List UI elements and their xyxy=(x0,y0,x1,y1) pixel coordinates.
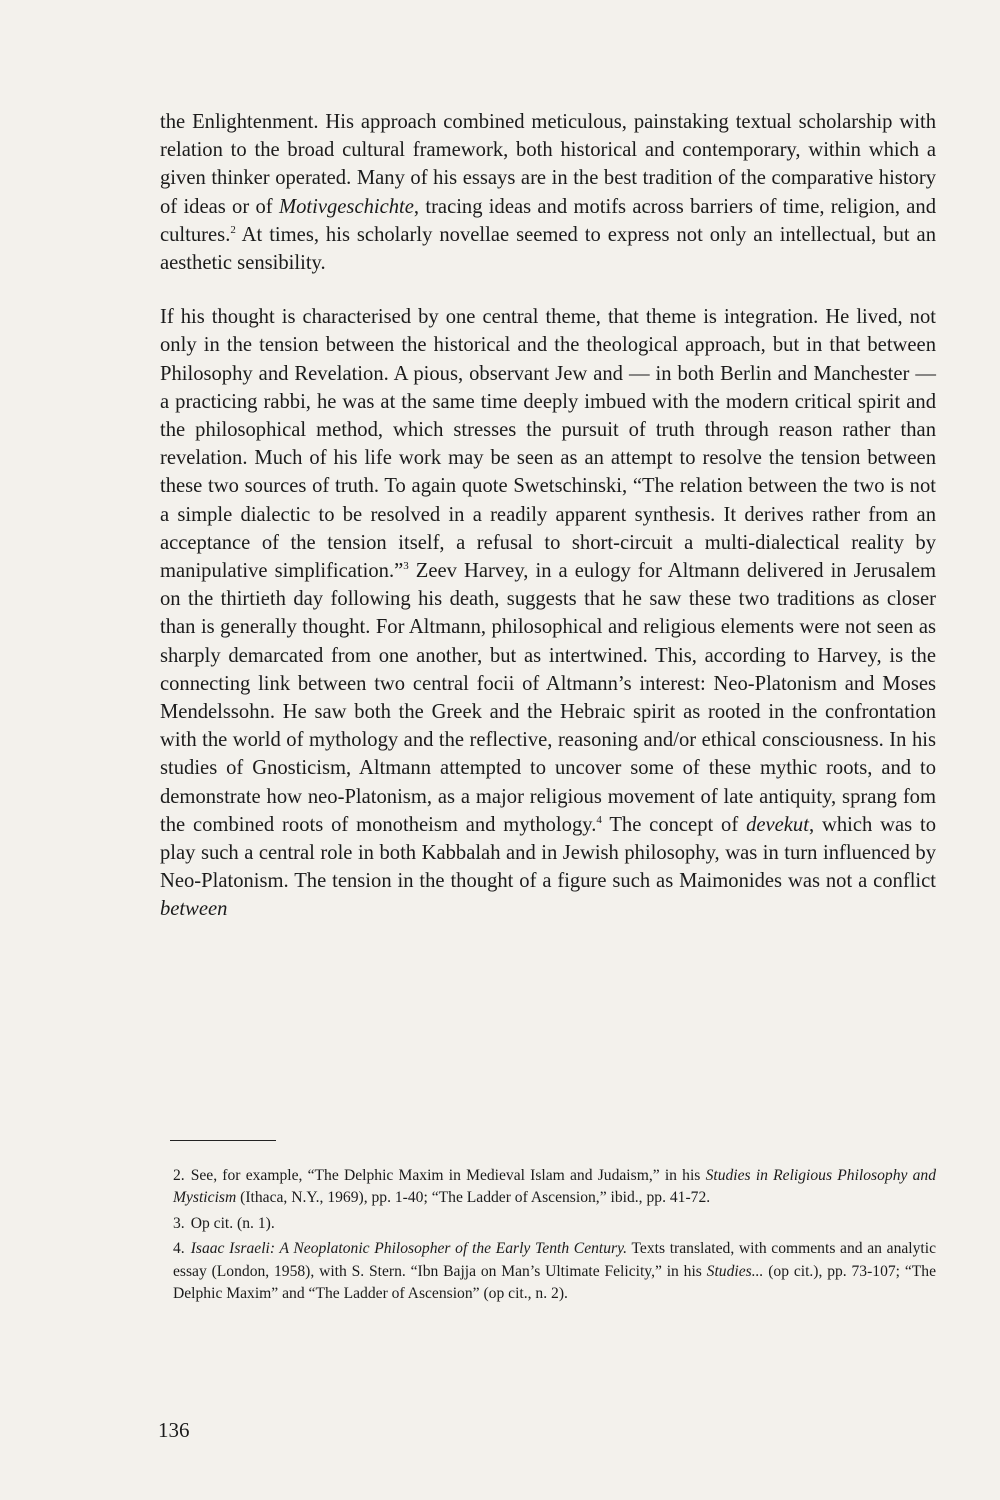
paragraph: If his thought is characterised by one central theme, that theme is integration. He lived, not only in the tension between the historical and the theological approach, but in that between Philosophy and Revelation. A pious, observant Jew and — in both Berlin and Manchester — a practicing rabbi, he was at the same time deeply imbued with the modern critical spirit and the philosophical method, which stresses the pursuit of truth through reason rather than revelation. Much of his life work may be seen as an attempt to resolve the tension between these two sources of truth. To again quote Swetschinski, “The relation between the two is not a simple dialectic to be resolved in a readily apparent synthesis. It derives rather from an acceptance of the tension itself, a refusal to short-circuit a multi-dialectical reality by manipulative simplification.”$^3$ Zeev Harvey, in a eulogy for Altmann delivered in Jerusalem on the thirtieth day following his death, suggests that he saw these two traditions as closer than is generally thought. For Altmann, philosophical and religious elements were not seen as sharply demarcated from one another, but as intertwined. This, according to Harvey, is the connecting link between two central focii of Altmann’s interest: Neo-Platonism and Moses Mendelssohn. He saw both the Greek and the Hebraic spirit as rooted in the confrontation with the world of mythology and the reflective, reasoning and/or ethical consciousness. In his studies of Gnosticism, Altmann attempted to uncover some of these mythic roots, and to demonstrate how neo-Platonism, as a major religious movement of late antiquity, sprang fom the combined roots of monotheism and mythology.$^4$ The concept of devekut, which was to play such a central role in both Kabbalah and in Jewish philosophy, was in turn influenced by Neo-Platonism. The tension in the thought of a figure such as Maimonides was not a conflict between xyxy=(160,306,936,921)
footnote: 4. Isaac Israeli: A Neoplatonic Philosopher of the Early Tenth Century. Texts translated, with comments and an analytic essay (London, 1958), with S. Stern. “Ibn Bajja on Man’s Ultimate Felicity,” in his Studies... (op cit.), pp. 73-107; “The Delphic Maxim” and “The Ladder of Ascension” (op cit., n. 2). xyxy=(173,1240,936,1303)
footnote-ref[interactable]: 2 xyxy=(230,223,236,236)
footnote: 3. Op cit. (n. 1). xyxy=(173,1214,275,1232)
page-number: 136 xyxy=(158,1418,190,1442)
footnote: 2. See, for example, “The Delphic Maxim in Medieval Islam and Judaism,” in his Studies in Religious Philosophy and Mysticism (Ithaca, N.Y., 1969), pp. 1-40; “The Ladder of Ascension,” ibid., pp. 41-72. xyxy=(173,1167,936,1207)
footnotes xyxy=(173,1165,936,1308)
footnote-ref[interactable]: 3 xyxy=(403,560,409,573)
footnote-divider xyxy=(170,1140,276,1141)
footnote-ref[interactable]: 4 xyxy=(596,814,602,827)
main-text xyxy=(160,108,936,924)
paragraph: the Enlightenment. His approach combined meticulous, painstaking textual scholarship with relation to the broad cultural framework, both historical and contemporary, within which a given thinker operated. Many of his essays are in the best tradition of the comparative history of ideas or of Motivgeschichte, tracing ideas and motifs across barriers of time, religion, and cultures.$^2$ At times, his scholarly novellae seemed to express not only an intellectual, but an aesthetic sensibility. xyxy=(160,111,937,275)
